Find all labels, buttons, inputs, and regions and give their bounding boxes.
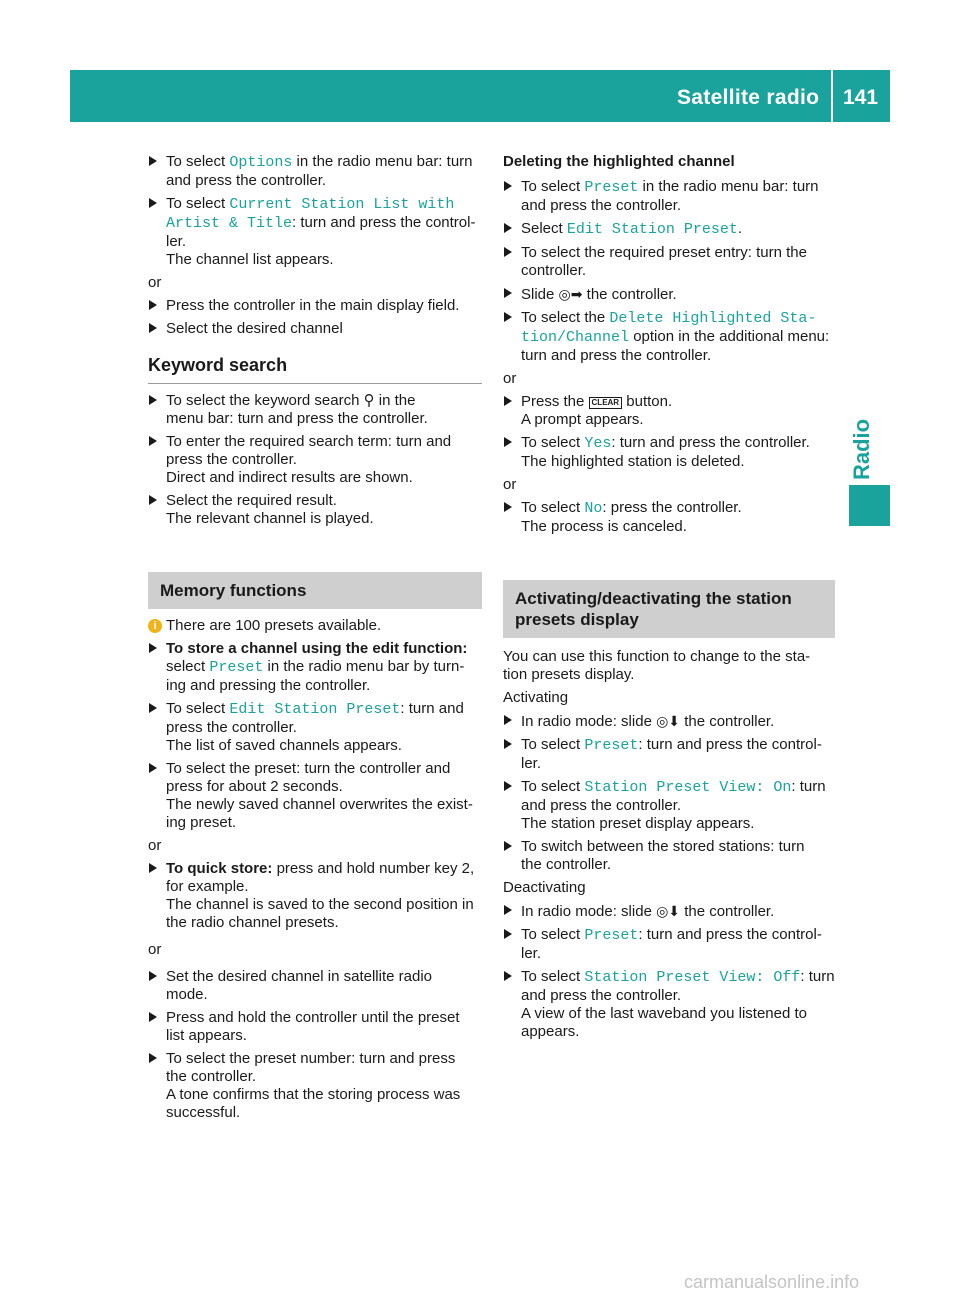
list-item: To select Station Preset View: Off: turn and press the controller. A view of the last waveband you listened to appears. (503, 968, 835, 1041)
section-heading-deleting: Deleting the highlighted channel (503, 153, 735, 170)
list-item: Press and hold the controller until the preset list appears. (148, 1009, 482, 1045)
section-heading-presets-display: Activating/deactivating the station presets display (503, 580, 835, 638)
step-arrow-icon (149, 323, 157, 333)
list-item: To store a channel using the edit function: select Preset in the radio menu bar by turn- ing and pressing the controller. (148, 640, 482, 695)
list-item: To select Options in the radio menu bar: turn and press the controller. (148, 153, 482, 190)
header-divider (831, 70, 833, 122)
page-number: 141 (843, 86, 879, 109)
step-arrow-icon (149, 863, 157, 873)
list-item: To select Preset in the radio menu bar: turn and press the controller. (503, 178, 835, 215)
step-arrow-icon (149, 1012, 157, 1022)
list-item: To select the Delete Highlighted Sta‐ tion/Channel option in the additional menu: turn and press the controller. (503, 309, 835, 365)
step-arrow-icon (149, 198, 157, 208)
list-item: To select Current Station List with Artist & Title: turn and press the control- ler. The channel list appears. (148, 195, 482, 269)
list-item: To enter the required search term: turn and press the controller. Direct and indirect results are shown. (148, 433, 482, 487)
step-arrow-icon (504, 929, 512, 939)
intro-text: You can use this function to change to the sta- tion presets display. (503, 648, 811, 683)
list-item: Set the desired channel in satellite radio mode. (148, 968, 482, 1004)
info-note: i There are 100 presets available. (148, 617, 482, 635)
step-arrow-icon (504, 312, 512, 322)
step-arrow-icon (504, 502, 512, 512)
section-heading-memory-functions: Memory functions (148, 572, 482, 609)
step-arrow-icon (504, 781, 512, 791)
step-arrow-icon (149, 495, 157, 505)
step-arrow-icon (149, 971, 157, 981)
list-item: Select Edit Station Preset. (503, 220, 835, 239)
side-tab-marker (849, 485, 890, 526)
list-item: To select the preset number: turn and press the controller. A tone confirms that the storing process was successful. (148, 1050, 482, 1122)
activating-label: Activating (503, 689, 569, 706)
deactivating-label: Deactivating (503, 879, 586, 896)
step-arrow-icon (149, 643, 157, 653)
page-section-title: Satellite radio (677, 86, 820, 109)
step-arrow-icon (504, 905, 512, 915)
step-arrow-icon (504, 437, 512, 447)
controller-slide-down-icon: ◎⬇ (656, 903, 681, 919)
step-arrow-icon (149, 703, 157, 713)
step-arrow-icon (504, 223, 512, 233)
list-item: Select the required result. The relevant channel is played. (148, 492, 482, 528)
list-item: To select Edit Station Preset: turn and press the controller. The list of saved channels appears. (148, 700, 482, 755)
list-item: Slide ◎➡ the controller. (503, 285, 835, 304)
step-arrow-icon (504, 971, 512, 981)
list-item: To select Yes: turn and press the controller. The highlighted station is deleted. (503, 434, 835, 471)
list-item: In radio mode: slide ◎⬇ the controller. (503, 902, 835, 921)
controller-slide-down-icon: ◎⬇ (656, 713, 681, 729)
or-text: or (148, 941, 162, 958)
step-arrow-icon (504, 247, 512, 257)
list-item: To switch between the stored stations: turn the controller. (503, 838, 835, 874)
step-arrow-icon (149, 300, 157, 310)
step-arrow-icon (504, 288, 512, 298)
right-column (503, 153, 835, 1046)
list-item: Press the CLEAR button. A prompt appears. (503, 393, 835, 429)
controller-slide-right-icon: ◎➡ (558, 286, 583, 302)
or-text: or (148, 837, 162, 854)
list-item: Select the desired channel (148, 320, 482, 338)
list-item: To select Preset: turn and press the control- ler. (503, 736, 835, 773)
list-item: To select the required preset entry: turn the controller. (503, 244, 835, 280)
watermark: carmanualsonline.info (684, 1272, 860, 1292)
or-text: or (148, 274, 162, 291)
or-text: or (503, 476, 517, 493)
list-item: To select the preset: turn the controller and press for about 2 seconds. The newly saved channel overwrites the exist- ing preset. (148, 760, 482, 832)
list-item: To select Station Preset View: On: turn and press the controller. The station preset display appears. (503, 778, 835, 833)
step-arrow-icon (504, 396, 512, 406)
list-item: To select Preset: turn and press the control- ler. (503, 926, 835, 963)
step-arrow-icon (149, 395, 157, 405)
step-arrow-icon (149, 1053, 157, 1063)
step-arrow-icon (149, 436, 157, 446)
info-icon: i (148, 619, 162, 633)
list-item: In radio mode: slide ◎⬇ the controller. (503, 712, 835, 731)
side-tab-label: Radio (849, 418, 874, 480)
step-arrow-icon (504, 715, 512, 725)
clear-key-icon: CLEAR (589, 397, 623, 409)
keyword-search-icon: ⚲ (363, 392, 375, 409)
list-item: To quick store: press and hold number key 2, for example. The channel is saved to the second position in the radio channel presets. (148, 860, 482, 932)
step-arrow-icon (504, 181, 512, 191)
step-arrow-icon (504, 739, 512, 749)
list-item: Press the controller in the main display field. (148, 297, 482, 315)
list-item: To select the keyword search ⚲ in the menu bar: turn and press the controller. (148, 392, 482, 428)
section-heading-keyword-search: Keyword search (148, 356, 482, 384)
or-text: or (503, 370, 517, 387)
step-arrow-icon (149, 763, 157, 773)
left-column (148, 153, 482, 1127)
step-arrow-icon (504, 841, 512, 851)
side-tab-radio (849, 380, 889, 480)
step-arrow-icon (149, 156, 157, 166)
list-item: To select No: press the controller. The process is canceled. (503, 499, 835, 536)
